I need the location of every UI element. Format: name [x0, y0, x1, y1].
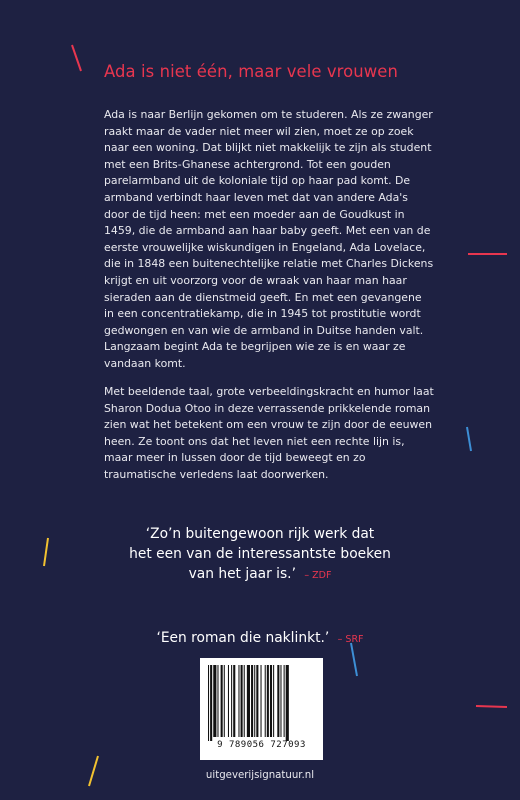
barcode-bar: [217, 665, 218, 737]
barcode-bar: [277, 665, 279, 737]
barcode-bar: [238, 665, 239, 737]
barcode-bar: [261, 665, 262, 737]
barcode-bar: [265, 665, 266, 737]
barcode-bar: [280, 665, 281, 737]
blurb-paragraph-2: Met beeldende taal, grote verbeeldingskracht en humor laat Sharon Dodua Otoo in deze verrassende prikkelende roman zien wat het betekent om een vrouw te zijn door de eeuwen heen. Ze toont ons dat het leven niet een rechte lijn is, maar meer in lussen door de tijd beweegt en zo traumatische verledens laat doorwerken.: [104, 385, 434, 481]
quote-2-source: [338, 634, 364, 645]
barcode-bar: [224, 665, 225, 737]
blurb-paragraph-1: Ada is naar Berlijn gekomen om te studeren. Als ze zwanger raakt maar de vader niet meer wil zien, moet ze op zoek naar een woning. Dat blijkt niet makkelijk te zijn als student met een Brits-Ghanese achtergrond. Tot een gouden parelarmband uit de koloniale tijd op haar pad komt. De armband verbindt haar leven met dat van andere Ada's door de tijd heen: met een moeder aan de Goudkust in 1459, die de armband aan haar baby geeft. Met een van de eerste vrouwelijke wiskundigen in Engeland, Ada Lovelace, die in 1848 een buitenechtelijke relatie met Charles Dickens krijgt en uit voorzorg voor de wraak van haar man haar sieraden aan de dienstmeid geeft. En met een gevangene in een concentratiekamp, die in 1945 tot prostitutie wordt gedwongen en van wie de armband in Duitse handen valt. Langzaam begint Ada te begrijpen wie ze is en waar ze vandaan komt.: [104, 108, 434, 370]
deco-line-red-bottom: [476, 706, 507, 707]
isbn-number: 9 789056 727093: [217, 740, 306, 750]
quote-2-dash: –: [337, 634, 343, 645]
barcode-bar: [210, 665, 212, 741]
barcode-bar: [254, 665, 255, 737]
deco-line-blue-right: [467, 427, 471, 451]
barcode-bar: [233, 665, 235, 737]
quote-1-line-3-wrap: [0, 564, 520, 586]
barcode-bar: [208, 665, 209, 741]
barcode-bar: [267, 665, 269, 737]
press-quote-1: [0, 524, 520, 586]
barcode: [200, 658, 323, 760]
barcode-bar: [270, 665, 272, 737]
quote-1-source-name: ZDF: [312, 570, 332, 581]
barcode-bar: [284, 665, 285, 737]
barcode-bar: [228, 665, 229, 737]
barcode-bar: [231, 665, 232, 737]
press-quote-2: [0, 628, 520, 650]
barcode-bar: [221, 665, 223, 737]
publisher-website: uitgeverijsignatuur.nl: [205, 770, 315, 781]
quote-2-text: ‘Een roman die naklinkt.’: [156, 630, 330, 646]
barcode-bar: [247, 665, 250, 737]
quote-2-source-name: SRF: [345, 634, 364, 645]
barcode-bars: [200, 658, 323, 742]
quote-1-dash: –: [304, 570, 310, 581]
quote-1-source: [304, 570, 331, 581]
quote-1-line-2: het een van de interessantste boeken: [129, 546, 391, 562]
barcode-bar: [273, 665, 274, 737]
barcode-bar: [256, 665, 258, 737]
quote-1-line-3: van het jaar is.’: [188, 566, 296, 582]
barcode-bar: [286, 665, 289, 741]
quote-1-line-1: ‘Zo’n buitengewoon rijk werk dat: [145, 526, 375, 542]
barcode-bar: [244, 665, 245, 737]
barcode-bar: [213, 665, 216, 737]
barcode-bar: [251, 665, 253, 737]
barcode-bar: [241, 665, 243, 737]
deco-line-red-top: [72, 45, 81, 71]
headline: Ada is niet één, maar vele vrouwen: [104, 62, 398, 81]
